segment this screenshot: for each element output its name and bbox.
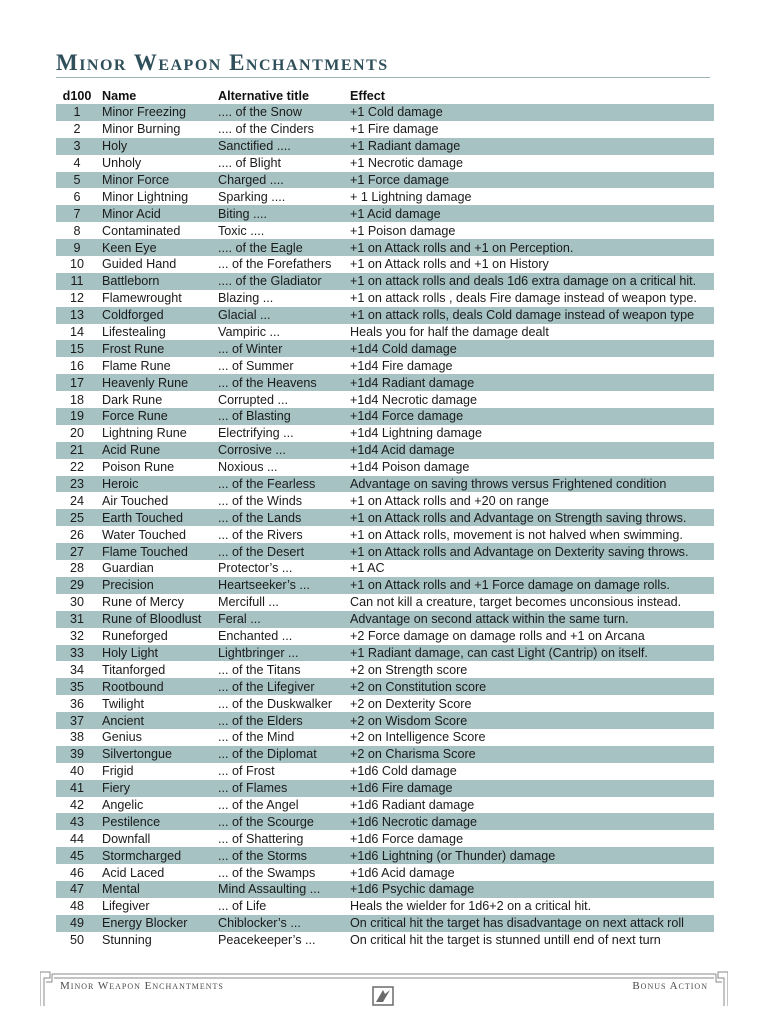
enchantment-name: Downfall — [102, 831, 151, 846]
table-row — [56, 324, 714, 341]
table-row — [56, 256, 714, 273]
alternative-title: Heartseeker’s ... — [214, 577, 350, 594]
alternative-title: Feral ... — [214, 611, 350, 628]
alternative-title: Biting .... — [214, 205, 350, 222]
table-row — [56, 780, 714, 797]
enchantment-name: Fiery — [98, 780, 214, 797]
effect-text: Advantage on saving throws versus Frightened condition — [350, 476, 714, 493]
alternative-title: Charged .... — [214, 172, 350, 189]
effect-text: +1d4 Force damage — [350, 408, 714, 425]
effect-text: +1 on Attack rolls and Advantage on Strength saving throws. — [350, 509, 714, 526]
effect-text: +1d6 Necrotic damage — [350, 813, 714, 830]
effect-text: +1 on Attack rolls and Advantage on Dexterity saving throws. — [350, 543, 714, 560]
alternative-title: Mind Assaulting ... — [214, 881, 350, 898]
effect-text: Can not kill a creature, target becomes unconsious instead. — [350, 595, 682, 610]
alternative-title: ... of the Duskwalker — [218, 696, 333, 711]
roll-number: 36 — [69, 696, 84, 711]
table-row — [56, 797, 714, 814]
alternative-title: ... of Life — [218, 899, 267, 914]
roll-number: 44 — [69, 831, 84, 846]
effect-text: +1 Cold damage — [350, 104, 714, 121]
roll-number: 22 — [69, 460, 84, 475]
alternative-title: .... of the Gladiator — [214, 273, 350, 290]
effect-text: +1 Acid damage — [350, 205, 714, 222]
footer-section-title: Minor Weapon Enchantments — [60, 980, 224, 992]
enchantment-name: Earth Touched — [98, 509, 214, 526]
roll-number: 49 — [56, 915, 98, 932]
enchantment-name: Pestilence — [98, 813, 214, 830]
table-row — [56, 898, 714, 915]
enchantment-name: Flamewrought — [102, 291, 182, 306]
effect-text: +1d6 Lightning (or Thunder) damage — [350, 847, 714, 864]
page-title: Minor Weapon Enchantments — [56, 50, 389, 75]
effect-text: +1 Force damage — [350, 172, 714, 189]
effect-text: +1d4 Acid damage — [350, 442, 714, 459]
alternative-title: Electrifying ... — [218, 426, 294, 441]
table-row — [56, 442, 714, 459]
alternative-title: Sparking .... — [218, 189, 286, 204]
effect-text: +1d6 Acid damage — [350, 865, 455, 880]
effect-text: +1 Radiant damage, can cast Light (Cantrip) on itself. — [350, 645, 714, 662]
effect-text: +1d6 Force damage — [350, 831, 464, 846]
enchantment-name: Holy Light — [98, 645, 214, 662]
header-alternative-title: Alternative title — [218, 89, 309, 103]
enchantment-name: Guardian — [102, 561, 154, 576]
alternative-title: ... of the Forefathers — [218, 257, 332, 272]
roll-number: 14 — [69, 325, 84, 340]
roll-number: 3 — [56, 138, 98, 155]
enchantment-name: Rune of Bloodlust — [98, 611, 214, 628]
effect-text: +2 on Dexterity Score — [350, 696, 472, 711]
effect-text: +1 on Attack rolls and +20 on range — [350, 493, 549, 508]
roll-number: 30 — [69, 595, 84, 610]
alternative-title: Sanctified .... — [214, 138, 350, 155]
roll-number: 42 — [69, 797, 84, 812]
table-row — [56, 357, 714, 374]
table-row — [56, 492, 714, 509]
effect-text: +2 on Strength score — [350, 662, 468, 677]
roll-number: 26 — [69, 527, 84, 542]
alternative-title: ... of the Mind — [218, 730, 295, 745]
enchantment-name: Holy — [98, 138, 214, 155]
enchantment-name: Flame Rune — [102, 358, 171, 373]
effect-text: +1 on Attack rolls, movement is not halved when swimming. — [350, 527, 683, 542]
enchantment-name: Energy Blocker — [98, 915, 214, 932]
roll-number: 38 — [69, 730, 84, 745]
table-row — [56, 594, 714, 611]
roll-number: 48 — [69, 899, 84, 914]
enchantment-name: Minor Lightning — [102, 189, 189, 204]
table-row — [56, 104, 714, 121]
alternative-title: Blazing ... — [218, 291, 274, 306]
roll-number: 23 — [56, 476, 98, 493]
effect-text: +1 Radiant damage — [350, 138, 714, 155]
effect-text: +1 on Attack rolls and +1 on Perception. — [350, 239, 714, 256]
effect-text: +1d6 Cold damage — [350, 764, 457, 779]
enchantment-name: Ancient — [98, 712, 214, 729]
enchantment-name: Frigid — [102, 764, 134, 779]
roll-number: 47 — [56, 881, 98, 898]
enchantment-name: Acid Laced — [102, 865, 165, 880]
table-row — [56, 188, 714, 205]
header-name: Name — [102, 89, 137, 103]
effect-text: +1 on attack rolls and deals 1d6 extra damage on a critical hit. — [350, 273, 714, 290]
table-row — [56, 645, 714, 662]
effect-text: +1d4 Lightning damage — [350, 426, 482, 441]
enchantment-name: Lightning Rune — [102, 426, 187, 441]
table-row — [56, 172, 714, 189]
roll-number: 4 — [73, 156, 81, 171]
alternative-title: Mercifull ... — [218, 595, 279, 610]
alternative-title: ... of the Lifegiver — [214, 678, 350, 695]
enchantment-name: Guided Hand — [102, 257, 177, 272]
table-row — [56, 155, 714, 172]
roll-number: 25 — [56, 509, 98, 526]
table-row — [56, 746, 714, 763]
effect-text: Heals the wielder for 1d6+2 on a critical hit. — [350, 899, 592, 914]
roll-number: 43 — [56, 813, 98, 830]
effect-text: +2 on Constitution score — [350, 678, 714, 695]
alternative-title: ... of the Titans — [218, 662, 301, 677]
table-row — [56, 678, 714, 695]
enchantment-name: Genius — [102, 730, 142, 745]
effect-text: +1d6 Psychic damage — [350, 881, 714, 898]
roll-number: 28 — [69, 561, 84, 576]
table-row — [56, 543, 714, 560]
alternative-title: Noxious ... — [218, 460, 278, 475]
enchantment-name: Minor Force — [98, 172, 214, 189]
alternative-title: ... of the Winds — [218, 493, 302, 508]
roll-number: 34 — [69, 662, 84, 677]
effect-text: +1d4 Fire damage — [350, 358, 453, 373]
title-divider — [56, 77, 710, 78]
alternative-title: ... of the Rivers — [218, 527, 303, 542]
table-row — [56, 560, 714, 577]
roll-number: 9 — [56, 239, 98, 256]
roll-number: 17 — [56, 374, 98, 391]
roll-number: 29 — [56, 577, 98, 594]
effect-text: +1 on Attack rolls and +1 Force damage on damage rolls. — [350, 577, 714, 594]
alternative-title: Chiblocker’s ... — [214, 915, 350, 932]
table-row — [56, 408, 714, 425]
enchantment-table — [56, 88, 714, 949]
table-header-row — [56, 88, 714, 104]
roll-number: 37 — [56, 712, 98, 729]
alternative-title: Corrupted ... — [218, 392, 288, 407]
alternative-title: Vampiric ... — [218, 325, 281, 340]
enchantment-name: Rootbound — [98, 678, 214, 695]
table-row — [56, 273, 714, 290]
table-row — [56, 307, 714, 324]
table-row — [56, 813, 714, 830]
effect-text: +1 on Attack rolls and +1 on History — [350, 257, 549, 272]
alternative-title: ... of Winter — [214, 340, 350, 357]
enchantment-name: Frost Rune — [98, 340, 214, 357]
table-row — [56, 205, 714, 222]
alternative-title: Lightbringer ... — [214, 645, 350, 662]
alternative-title: ... of the Elders — [214, 712, 350, 729]
enchantment-name: Stormcharged — [98, 847, 214, 864]
effect-text: +1 Fire damage — [350, 122, 439, 137]
enchantment-name: Poison Rune — [102, 460, 175, 475]
enchantment-name: Acid Rune — [98, 442, 214, 459]
enchantment-name: Heavenly Rune — [98, 374, 214, 391]
roll-number: 41 — [56, 780, 98, 797]
effect-text: +1d6 Radiant damage — [350, 797, 475, 812]
table-row — [56, 695, 714, 712]
alternative-title: ... of Blasting — [214, 408, 350, 425]
table-row — [56, 864, 714, 881]
table-row — [56, 526, 714, 543]
effect-text: +1 Necrotic damage — [350, 156, 464, 171]
table-row — [56, 712, 714, 729]
roll-number: 7 — [56, 205, 98, 222]
table-row — [56, 290, 714, 307]
roll-number: 32 — [69, 629, 84, 644]
table-row — [56, 459, 714, 476]
effect-text: +2 on Intelligence Score — [350, 730, 486, 745]
enchantment-name: Coldforged — [98, 307, 214, 324]
table-row — [56, 763, 714, 780]
enchantment-name: Water Touched — [102, 527, 187, 542]
alternative-title: ... of Flames — [214, 780, 350, 797]
enchantment-name: Heroic — [98, 476, 214, 493]
table-row — [56, 121, 714, 138]
alternative-title: ... of the Diplomat — [214, 746, 350, 763]
enchantment-name: Air Touched — [102, 493, 169, 508]
roll-number: 16 — [69, 358, 84, 373]
table-row — [56, 374, 714, 391]
effect-text: +1d6 Fire damage — [350, 780, 714, 797]
effect-text: +2 on Wisdom Score — [350, 712, 714, 729]
table-row — [56, 628, 714, 645]
roll-number: 21 — [56, 442, 98, 459]
table-row — [56, 830, 714, 847]
alternative-title: Toxic .... — [218, 223, 265, 238]
roll-number: 27 — [56, 543, 98, 560]
table-row — [56, 915, 714, 932]
effect-text: +1d4 Cold damage — [350, 340, 714, 357]
footer-chapter-title: Bonus Action — [632, 980, 708, 992]
alternative-title: Corrosive ... — [214, 442, 350, 459]
effect-text: Heals you for half the damage dealt — [350, 325, 549, 340]
alternative-title: ... of the Desert — [214, 543, 350, 560]
table-row — [56, 847, 714, 864]
effect-text: +2 on Charisma Score — [350, 746, 714, 763]
roll-number: 39 — [56, 746, 98, 763]
table-row — [56, 881, 714, 898]
roll-number: 33 — [56, 645, 98, 662]
alternative-title: ... of the Angel — [218, 797, 299, 812]
table-row — [56, 509, 714, 526]
table-row — [56, 577, 714, 594]
alternative-title: Enchanted ... — [218, 629, 293, 644]
roll-number: 40 — [69, 764, 84, 779]
alternative-title: ... of Summer — [218, 358, 294, 373]
enchantment-name: Minor Freezing — [98, 104, 214, 121]
table-row — [56, 138, 714, 155]
alternative-title: .... of the Eagle — [214, 239, 350, 256]
effect-text: +1 on attack rolls , deals Fire damage instead of weapon type. — [350, 291, 697, 306]
table-row — [56, 476, 714, 493]
roll-number: 6 — [73, 189, 81, 204]
table-row — [56, 340, 714, 357]
header-effect: Effect — [350, 89, 385, 103]
alternative-title: Peacekeeper’s ... — [218, 933, 316, 948]
enchantment-name: Runeforged — [102, 629, 168, 644]
roll-number: 12 — [69, 291, 84, 306]
enchantment-name: Minor Burning — [102, 122, 181, 137]
table-row — [56, 661, 714, 678]
effect-text: +1 Poison damage — [350, 223, 456, 238]
effect-text: +1 AC — [350, 561, 385, 576]
enchantment-name: Precision — [98, 577, 214, 594]
enchantment-name: Rune of Mercy — [102, 595, 184, 610]
roll-number: 1 — [56, 104, 98, 121]
alternative-title: .... of the Snow — [214, 104, 350, 121]
roll-number: 10 — [69, 257, 84, 272]
alternative-title: ... of the Swamps — [218, 865, 316, 880]
alternative-title: ... of the Lands — [214, 509, 350, 526]
enchantment-name: Keen Eye — [98, 239, 214, 256]
enchantment-name: Unholy — [102, 156, 142, 171]
roll-number: 13 — [56, 307, 98, 324]
enchantment-name: Contaminated — [102, 223, 181, 238]
roll-number: 45 — [56, 847, 98, 864]
roll-number: 24 — [69, 493, 84, 508]
alternative-title: ... of the Storms — [214, 847, 350, 864]
roll-number: 5 — [56, 172, 98, 189]
effect-text: On critical hit the target has disadvantage on next attack roll — [350, 915, 714, 932]
effect-text: +2 Force damage on damage rolls and +1 on Arcana — [350, 629, 645, 644]
roll-number: 50 — [69, 933, 84, 948]
alternative-title: .... of the Cinders — [218, 122, 314, 137]
enchantment-name: Dark Rune — [102, 392, 163, 407]
enchantment-name: Lifestealing — [102, 325, 166, 340]
table-row — [56, 729, 714, 746]
alternative-title: Glacial ... — [214, 307, 350, 324]
table-row — [56, 425, 714, 442]
enchantment-name: Angelic — [102, 797, 144, 812]
enchantment-name: Battleborn — [98, 273, 214, 290]
enchantment-name: Mental — [98, 881, 214, 898]
effect-text: + 1 Lightning damage — [350, 189, 472, 204]
enchantment-name: Stunning — [102, 933, 152, 948]
effect-text: +1d4 Necrotic damage — [350, 392, 478, 407]
alternative-title: ... of Shattering — [218, 831, 304, 846]
effect-text: Advantage on second attack within the same turn. — [350, 611, 714, 628]
table-row — [56, 222, 714, 239]
roll-number: 15 — [56, 340, 98, 357]
publisher-logo-icon — [372, 986, 394, 1006]
enchantment-name: Minor Acid — [98, 205, 214, 222]
table-row — [56, 611, 714, 628]
roll-number: 2 — [73, 122, 81, 137]
effect-text: +1d4 Radiant damage — [350, 374, 714, 391]
roll-number: 8 — [73, 223, 81, 238]
alternative-title: .... of Blight — [218, 156, 281, 171]
enchantment-name: Silvertongue — [98, 746, 214, 763]
enchantment-name: Flame Touched — [98, 543, 214, 560]
effect-text: +1d4 Poison damage — [350, 460, 470, 475]
effect-text: On critical hit the target is stunned untill end of next turn — [350, 933, 661, 948]
alternative-title: Protector’s ... — [218, 561, 293, 576]
alternative-title: ... of the Heavens — [214, 374, 350, 391]
roll-number: 31 — [56, 611, 98, 628]
enchantment-name: Lifegiver — [102, 899, 150, 914]
roll-number: 19 — [56, 408, 98, 425]
alternative-title: ... of the Scourge — [214, 813, 350, 830]
roll-number: 20 — [69, 426, 84, 441]
roll-number: 18 — [69, 392, 84, 407]
alternative-title: ... of the Fearless — [214, 476, 350, 493]
header-d100: d100 — [62, 89, 92, 103]
enchantment-name: Titanforged — [102, 662, 166, 677]
page-footer — [40, 970, 728, 1006]
table-row — [56, 391, 714, 408]
effect-text: +1 on attack rolls, deals Cold damage instead of weapon type — [350, 307, 714, 324]
roll-number: 46 — [69, 865, 84, 880]
enchantment-name: Twilight — [102, 696, 144, 711]
roll-number: 11 — [56, 273, 98, 290]
enchantment-name: Force Rune — [98, 408, 214, 425]
alternative-title: ... of Frost — [218, 764, 275, 779]
table-row — [56, 239, 714, 256]
table-row — [56, 932, 714, 949]
roll-number: 35 — [56, 678, 98, 695]
